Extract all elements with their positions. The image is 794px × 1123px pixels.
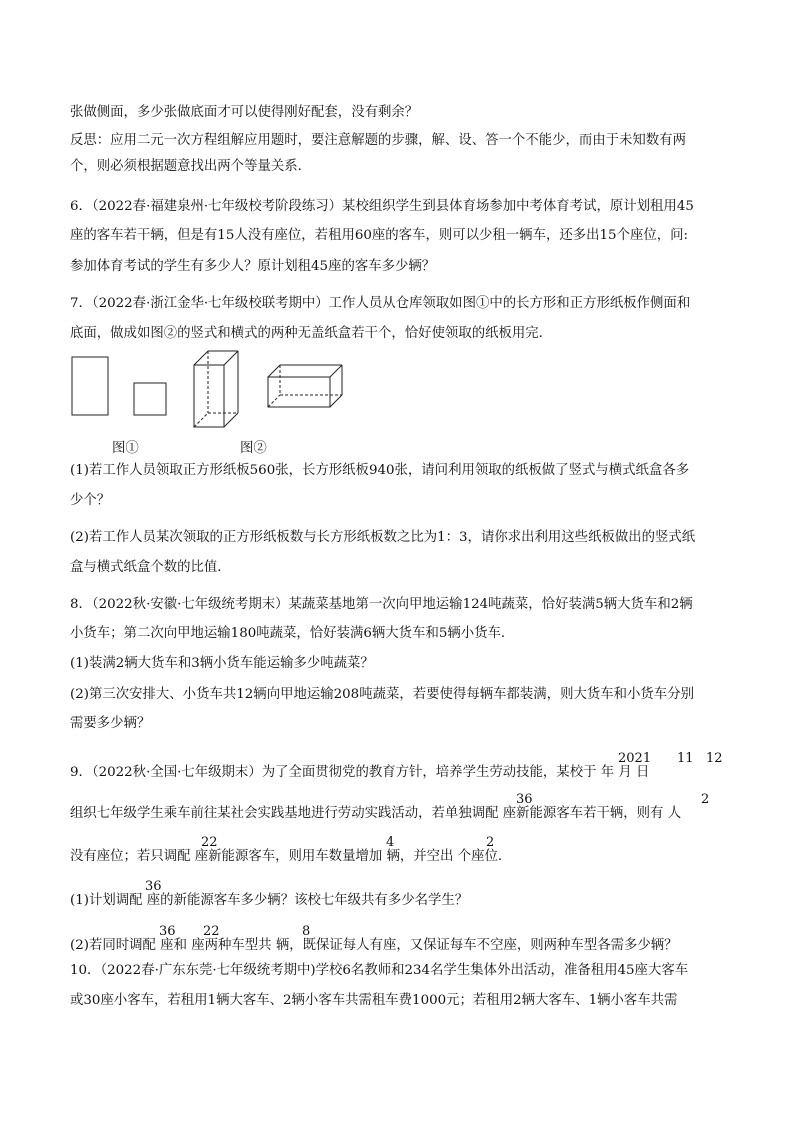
- question-9-part-2-line: (2)若同时调配 座和 座两种车型共 辆，既保证每人有座，又保证每车不空座，则两种车型各需多少辆？: [70, 938, 678, 953]
- rectangle-board: [72, 357, 108, 415]
- question-6-line: 参加体育考试的学生有多少人？原计划租45座的客车多少辆？: [70, 259, 436, 274]
- question-10-line: 或30座小客车，若租用1辆大客车、2辆小客车共需租车费1000元；若租用2辆大客车、1辆小客车共需: [70, 993, 678, 1008]
- question-7-line: 底面，做成如图②的竖式和横式的两种无盖纸盒若干个，恰好使领取的纸板用完．: [70, 326, 553, 341]
- q9-day-value: 12: [706, 751, 723, 766]
- q9-p2-total-value: 8: [302, 924, 311, 939]
- carton-figure: [66, 345, 356, 460]
- question-9-part-1-line: (1)计划调配 座的新能源客车多少辆？该校七年级共有多少名学生？: [70, 893, 469, 908]
- q9-p1-seats-value: 36: [145, 879, 162, 894]
- question-8-part-1-line: (1)装满2辆大货车和3辆小货车能运输多少吨蔬菜？: [70, 656, 374, 671]
- q9-increase-value: 4: [386, 835, 395, 850]
- figure-1-label: 图①: [112, 441, 139, 456]
- q9-year-value: 2021: [618, 751, 652, 766]
- q9-empty-value: 2: [486, 835, 495, 850]
- question-7-part-1-line: (1)若工作人员领取正方形纸板560张，长方形纸板940张，请问利用领取的纸板做了竖式与横式纸盒各多: [70, 463, 690, 478]
- text-line: 个，则必须根据题意找出两个等量关系．: [70, 159, 312, 174]
- text-line: 反思：应用二元一次方程组解应用题时，要注意解题的步骤，解、设、答一个不能少，而由于未知数有两: [70, 133, 686, 148]
- text-line: 张做侧面，多少张做底面才可以使得刚好配套，没有剩余？: [70, 105, 419, 120]
- square-board: [134, 383, 166, 415]
- question-7-part-2-line: (2)若工作人员某次领取的正方形纸板数与长方形纸板数之比为1：3，请你求出利用这些纸板做出的竖式纸: [70, 530, 696, 545]
- horizontal-box: [268, 365, 342, 407]
- q9-seats-b-value: 22: [201, 835, 218, 850]
- question-9-line: 9．（2022秋·全国·七年级期末）为了全面贯彻党的教育方针，培养学生劳动技能，某校于 年 月 日: [70, 765, 650, 780]
- q9-p2-seats-a-value: 36: [159, 924, 176, 939]
- q9-p2-seats-b-value: 22: [203, 924, 220, 939]
- question-10-line: 10．（2022春·广东东莞·七年级统考期中)学校6名教师和234名学生集体外出活动，准备租用45座大客车: [70, 963, 689, 978]
- question-6-line: 6．（2022春·福建泉州·七年级校考阶段练习）某校组织学生到县体育场参加中考体育考试，原计划租用45: [70, 199, 694, 214]
- question-6-line: 座的客车若干辆，但是有15人没有座位，若租用60座的客车，则可以少租一辆车，还多出15个座位，问:: [70, 228, 689, 243]
- question-7-part-2-line: 盒与横式纸盒个数的比值．: [70, 560, 231, 575]
- carton-diagram: [66, 345, 356, 440]
- question-8-line: 小货车；第二次向甲地运输180吨蔬菜，恰好装满6辆大货车和5辆小货车．: [70, 626, 515, 641]
- question-8-part-2-line: 需要多少辆？: [70, 716, 151, 731]
- vertical-box: [194, 351, 238, 427]
- figure-2-label: 图②: [240, 441, 267, 456]
- question-7-line: 7．（2022春·浙江金华·七年级校联考期中）工作人员从仓库领取如图①中的长方形和正方形纸板作侧面和: [70, 296, 691, 311]
- question-9-line: 组织七年级学生乘车前往某社会实践基地进行劳动实践活动，若单独调配 座新能源客车若干辆，则有 人: [70, 806, 682, 821]
- q9-month-value: 11: [677, 751, 694, 766]
- question-8-line: 8．（2022秋·安徽·七年级统考期末）某蔬菜基地第一次向甲地运输124吨蔬菜，恰好装满5辆大货车和2辆: [70, 597, 693, 612]
- question-9-line: 没有座位；若只调配 座新能源客车，则用车数量增加 辆，并空出 个座位．: [70, 849, 512, 864]
- question-7-part-1-line: 少个？: [70, 493, 111, 508]
- question-8-part-2-line: (2)第三次安排大、小货车共12辆向甲地运输208吨蔬菜，若要使得每辆车都装满，则大货车和小货车分别: [70, 687, 694, 702]
- q9-seats-a-value: 36: [516, 792, 533, 807]
- q9-short-value: 2: [701, 792, 710, 807]
